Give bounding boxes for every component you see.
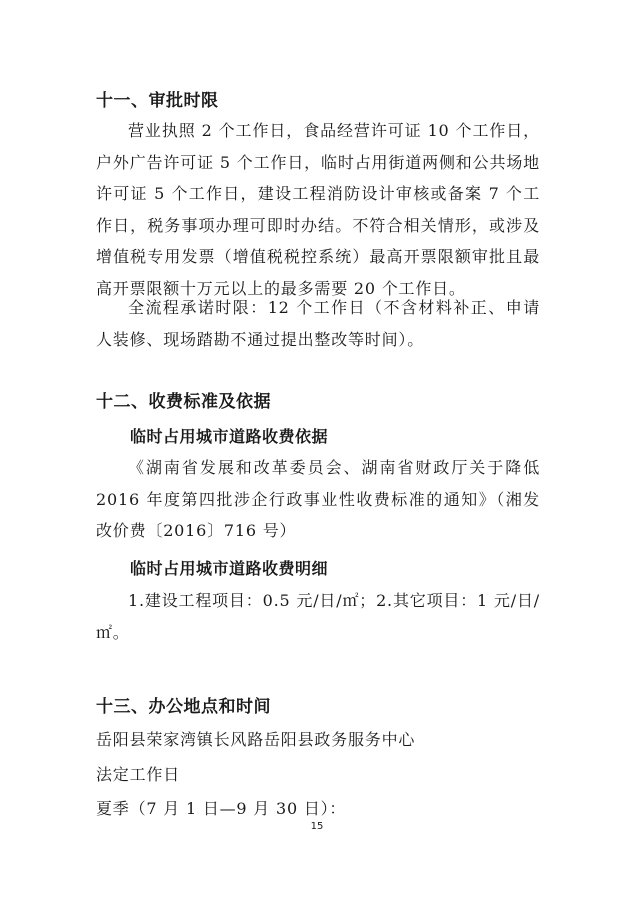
summer-hours-label: 夏季（7 月 1 日—9 月 30 日）： (96, 799, 347, 818)
fee-basis-heading: 临时占用城市道路收费依据 (130, 427, 329, 446)
section-12-heading: 十二、收费标准及依据 (96, 392, 271, 412)
page-number: 15 (310, 821, 324, 832)
working-days: 法定工作日 (96, 765, 181, 784)
section-11-paragraph-approval-times: 营业执照 2 个工作日，食品经营许可证 10 个工作日，户外广告许可证 5 个工作日，临时占用街道两侧和公共场地许可证 5 个工作日，建设工程消防设计审核或备案 7 个工作日，税务事项办理可即时办结。不符合相关情形，或涉及增值税专用发票（增值税税控系统）最高开票限额审批且最高开票限额十万元以上的最多需要 20 个工作日。 (96, 121, 540, 298)
fee-detail-text: 1.建设工程项目：0.5 元/日/㎡；2.其它项目：1 元/日/㎡。 (96, 591, 540, 642)
section-11-heading: 十一、审批时限 (96, 91, 219, 111)
office-address: 岳阳县荣家湾镇长风路岳阳县政务服务中心 (96, 730, 416, 749)
section-11-paragraph-promise-time: 全流程承诺时限：12 个工作日（不含材料补正、申请人装修、现场踏勘不通过提出整改等时间）。 (96, 298, 540, 349)
section-13-heading: 十三、办公地点和时间 (96, 697, 271, 717)
fee-detail-heading: 临时占用城市道路收费明细 (130, 559, 329, 578)
fee-basis-text: 《湖南省发展和改革委员会、湖南省财政厅关于降低2016 年度第四批涉企行政事业性收费标准的通知》（湘发改价费〔2016〕716 号） (96, 458, 540, 540)
